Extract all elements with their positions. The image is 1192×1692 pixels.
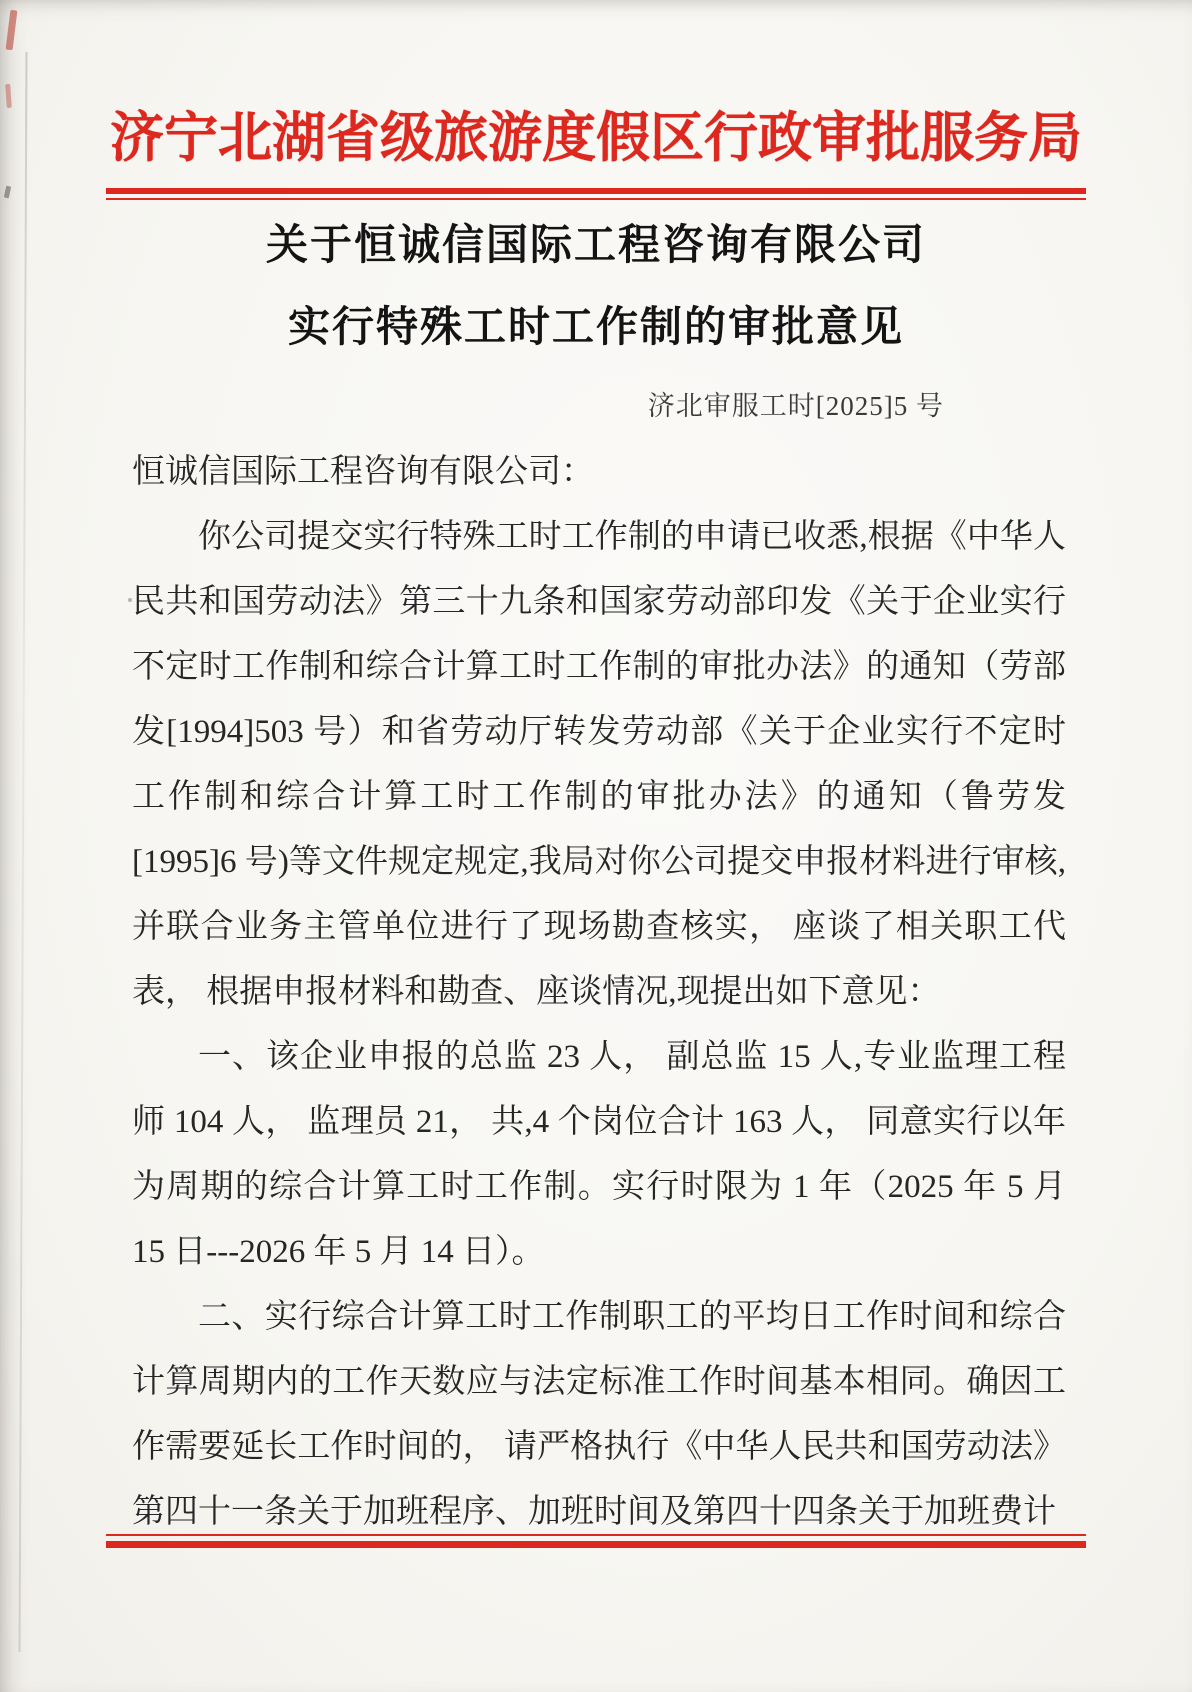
red-ink-mark: [6, 10, 18, 51]
issuing-agency-header: 济宁北湖省级旅游度假区行政审批服务局: [110, 108, 1082, 168]
footer-red-divider: [106, 1534, 1086, 1548]
body-paragraph-2: 一、该企业申报的总监 23 人， 副总监 15 人,专业监理工程师 104 人， 监理员 21， 共,4 个岗位合计 163 人， 同意实行以年为周期的综合计算工时工作制。实行时限为 1 年（2025 年 5 月 15 日---2026 年 5 月 14 日）。: [132, 1039, 1067, 1270]
body-paragraph-3: 二、实行综合计算工时工作制职工的平均日工作时间和综合计算周期内的工作天数应与法定标准工作时间基本相同。确因工作需要延长工作时间的， 请严格执行《中华人民共和国劳动法》第四十一条关于加班程序、加班时间及第四十四条关于加班费计: [132, 1299, 1066, 1530]
divider-thin-line: [106, 1534, 1086, 1536]
scan-edge-artifact: [19, 52, 28, 1652]
document-title-line2: 实行特殊工时工作制的审批意见: [287, 303, 904, 350]
document-title-line1: 关于恒诚信国际工程咨询有限公司: [265, 221, 926, 268]
body-paragraph-1: 你公司提交实行特殊工时工作制的申请已收悉,根据《中华人民共和国劳动法》第三十九条和国家劳动部印发《关于企业实行不定时工作制和综合计算工时工作制的审批办法》的通知（劳部发[1994]503 号）和省劳动厅转发劳动部《关于企业实行不定时工作制和综合计算工时工作制的审批办法》的通知（鲁劳发[1995]6 号)等文件规定规定,我局对你公司提交申报材料进行审核,并联合业务主管单位进行了现场勘查核实， 座谈了相关职工代表， 根据申报材料和勘查、座谈情况,现提出如下意见：: [132, 519, 1066, 1010]
scan-speck: [4, 186, 11, 199]
red-ink-mark: [5, 84, 12, 108]
divider-thin-line: [106, 198, 1086, 200]
addressee-line: 恒诚信国际工程咨询有限公司：: [132, 454, 594, 490]
document-body: [132, 440, 1066, 1545]
header-red-divider: [106, 188, 1086, 200]
divider-thick-line: [106, 188, 1086, 194]
document-reference-number: 济北审服工时[2025]5 号: [647, 391, 944, 421]
divider-thick-line: [106, 1541, 1086, 1548]
